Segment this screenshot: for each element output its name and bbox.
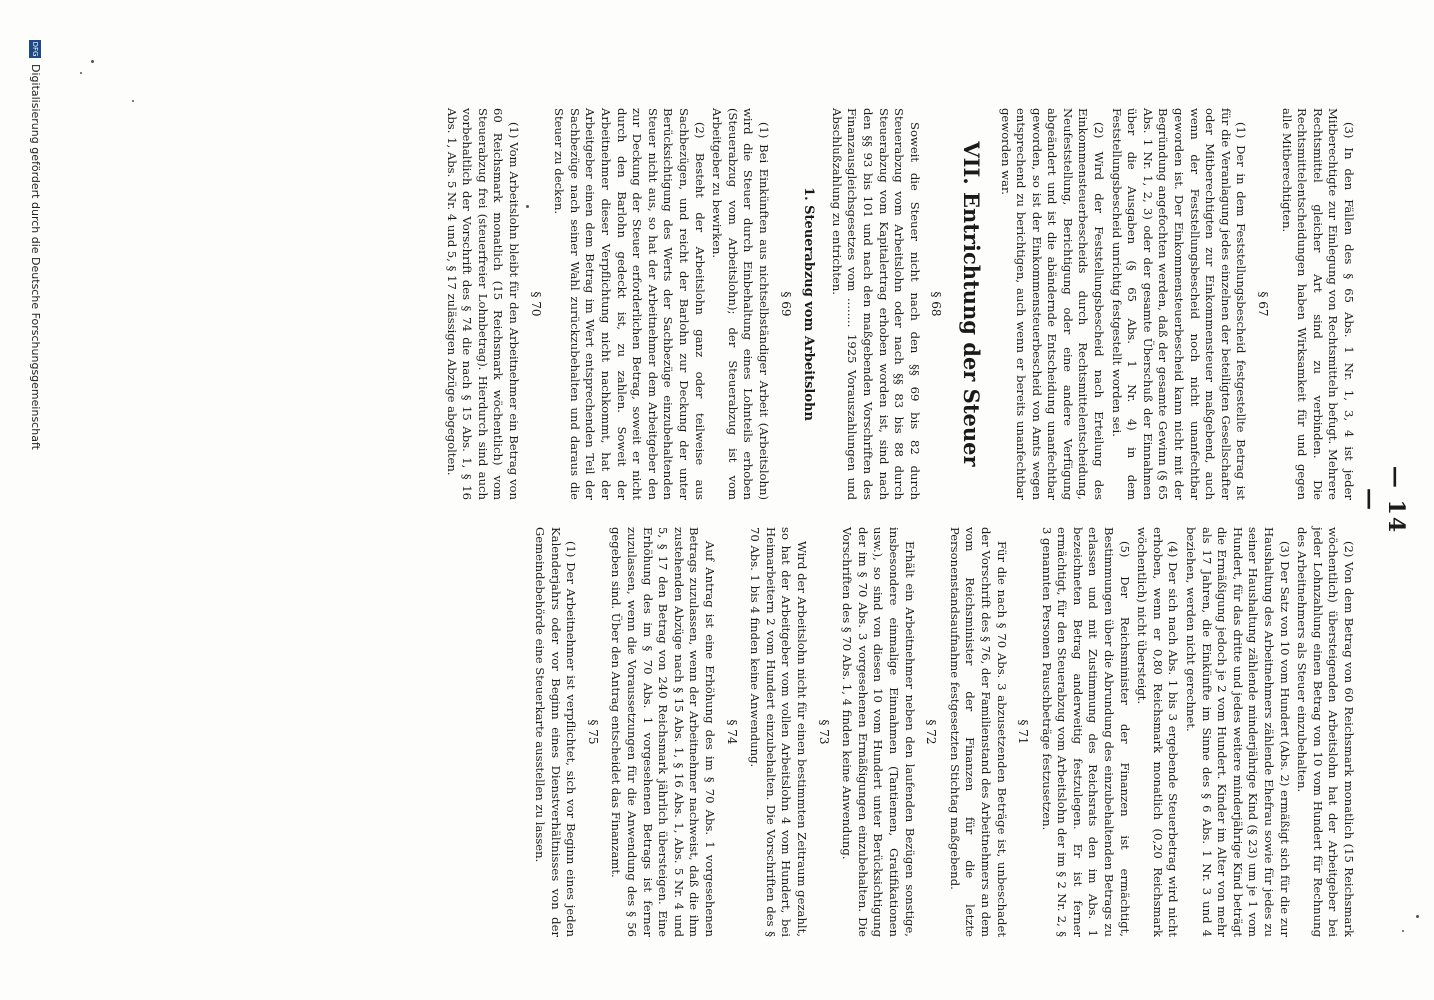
credit-text: Digitalisierung gefördert durch die Deutsche Forschungsgemeinschaft <box>29 64 42 450</box>
paragraph: (3) In den Fällen des § 65 Abs. 1 Nr. 1, 3, 4 ist jeder Mitberechtigte zur Einlegung von Rechtsmitteln befugt. Mehrere Rechtsmittel gleicher Art sind zu verbinden. Die Rechtsmittelentscheidungen haben Wirksamkeit für und gegen alle Mitberechtigten. <box>1279 108 1356 500</box>
paragraph: (1) Der Arbeitnehmer ist verpflichtet, sich vor Beginn eines jeden Kalenderjahrs oder vor Beginn eines Dienstverhältnisses von der Gemeindebehörde eine Steuerkarte ausstellen zu lassen. <box>533 527 579 937</box>
paragraph: (5) Der Reichsminister der Finanzen ist ermächtigt, Bestimmungen über die Abrundung des einzubehaltenden Betrags zu erlassen und mit Zustimmung des Reichsrats den im Abs. 1 bezeichneten Betrag anderweitig festzulegen. Er ist ferner ermächtigt, für den Steuerabzug vom Arbeitslohn der im § 2 Nr. 2, § 3 genannten Personen Pauschbeträge festzusetzen. <box>1039 527 1132 937</box>
dfg-logo-icon: DFG <box>31 41 39 57</box>
section-heading: § 72 <box>924 719 939 745</box>
paragraph: (1) Der in dem Feststellungsbescheid festgestellte Betrag ist für die Veranlagung jedes einzelnen der beteiligten Gesellschafter oder Mitberechtigten zur Einkommensteuer maßgebend, auch wenn der Feststellungsbescheid noch nicht unanfechtbar geworden ist. Der Einkommensteuerbescheid kann nicht mit der Begründung angefochten werden, daß der gesamte Gewinn (§ 65 Abs. 1 Nr. 1, 2, 3) oder der gesamte Überschuß der Einnahmen über die Ausgaben (§ 65 Abs. 1 Nr. 4) in dem Feststellungsbescheid unrichtig festgestellt worden sei. <box>1109 108 1249 500</box>
scan-speck <box>1416 915 1419 918</box>
paragraph: Wird der Arbeitslohn nicht für einen bestimmten Zeitraum gezahlt, so hat der Arbeitgeber vom vollen Arbeitslohn 4 vom Hundert, bei Heimarbeitern 2 vom Hundert einzubehalten. Die Vorschriften des § 70 Abs. 1 bis 4 finden keine Anwendung. <box>748 527 809 937</box>
section-heading: § 67 <box>1256 291 1271 317</box>
subchapter-title: 1. Steuerabzug vom Arbeitslohn <box>801 187 817 421</box>
paragraph: (1) Vom Arbeitslohn bleibt für den Arbeitnehmer ein Betrag von 60 Reichsmark monatlich (15 Reichsmark wöchentlich) vom Steuerabzug frei (steuerfreier Lohnbetrag). Hierdurch sind auch vorbehaltlich der Vorschrift des § 74 die nach § 15 Abs. 1, § 16 Abs. 1, Abs. 5 Nr. 4 und 5, § 17 zulässigen Abzüge abgegolten. <box>444 108 522 500</box>
paragraph: (2) Wird der Feststellungsbescheid nach Erteilung des Einkommensteuerbescheids durch Rechtsmittelentscheidung, Neufeststellung, Berichtigung oder eine andere Verfügung abgeändert und ist die abändernde Entscheidung unanfechtbar geworden, so ist der Einkommensteuerbescheid von Amts wegen entsprechend zu berichtigen, auch wenn er bereits unanfechtbar geworden war. <box>998 108 1107 500</box>
section-heading: § 70 <box>528 291 543 317</box>
paragraph: Für die nach § 70 Abs. 3 abzusetzenden Beträge ist, unbeschadet der Vorschrift des § 76, der Familienstand des Arbeitnehmers an dem vom Reichsminister der Finanzen für die letzte Personenstandsaufnahme festgesetzten Stichtag maßgebend. <box>947 527 1009 937</box>
paragraph: (1) Bei Einkünften aus nichtselbständiger Arbeit (Arbeitslohn) wird die Steuer durch Einbehaltung eines Lohnteils erhoben (Steuerabzug vom Arbeitslohn); der Steuerabzug ist vom Arbeitgeber zu bewirken. <box>710 108 771 500</box>
chapter-title: VII. Entrichtung der Steuer <box>958 141 984 467</box>
paragraph: (2) Besteht der Arbeitslohn ganz oder teilweise aus Sachbezügen, und reicht der Barlohn zur Deckung der unter Berücksichtigung des Werts der Sachbezüge einzubehaltenden Steuer nicht aus, so hat der Arbeitnehmer dem Arbeitgeber den zur Deckung der Steuer erforderlichen Betrag, soweit er nicht durch den Barlohn gedeckt ist, zu zahlen. Soweit der Arbeitnehmer dieser Verpflichtung nicht nachkommt, hat der Arbeitgeber einen dem Betrag im Wert entsprechenden Teil der Sachbezüge nach seiner Wahl zurückzubehalten und daraus die Steuer zu decken. <box>552 108 707 500</box>
page-number: — 14 — <box>1357 465 1409 535</box>
section-heading: § 74 <box>724 719 739 745</box>
section-heading: § 71 <box>1016 719 1031 745</box>
scan-speck <box>1402 930 1404 932</box>
paragraph: Erhält ein Arbeitnehmer neben den laufenden Bezügen sonstige, insbesondere einmalige Einnahmen (Tantiemen, Gratifikationen usw.), so sind von diesen 10 vom Hundert unter Berücksichtigung der im § 70 Abs. 3 vorgesehenen Ermäßigungen einzubehalten. Die Vorschriften des § 70 Abs. 1, 4 finden keine Anwendung. <box>840 527 917 937</box>
section-heading: § 68 <box>929 291 944 317</box>
scan-speck <box>526 205 529 208</box>
scan-speck <box>80 72 82 74</box>
digitization-credit <box>29 40 42 1000</box>
left-column <box>441 108 1356 500</box>
section-heading: § 75 <box>585 719 600 745</box>
paragraph: (3) Der Satz von 10 vom Hundert (Abs. 2) ermäßigt sich für die zur Haushaltung des Arbeitnehmers zählende Ehefrau sowie für jedes zu seiner Haushaltung zählende minderjährige Kind (§ 23) um je 1 vom Hundert, für das dritte und jedes weitere minderjährige Kind beträgt die Ermäßigung jedoch je 2 vom Hundert. Kinder im Alter von mehr als 17 Jahren, die Einkünfte im Sinne des § 6 Abs. 1 Nr. 3 und 4 beziehen, werden nicht gerechnet. <box>1184 527 1292 937</box>
section-heading: § 69 <box>778 291 793 317</box>
scan-speck <box>132 100 134 102</box>
right-column <box>530 527 1357 937</box>
section-heading: § 73 <box>816 719 831 745</box>
paragraph: Soweit die Steuer nicht nach den §§ 69 bis 82 durch Steuerabzug vom Arbeitslohn oder nach §§ 83 bis 88 durch Steuerabzug vom Kapitalertrag erhoben worden ist, sind nach den §§ 93 bis 101 und nach den maßgebenden Vorschriften des Finanzausgleichsgesetzes vom ........ 1925 Vorauszahlungen und Abschlußzahlung zu entrichten. <box>829 108 922 500</box>
paragraph: (2) Von dem Betrag von 60 Reichsmark monatlich (15 Reichsmark wöchentlich) übersteigenden Arbeitslohn hat der Arbeitgeber bei jeder Lohnzahlung einen Betrag von 10 vom Hundert für Rechnung des Arbeitnehmers als Steuer einzubehalten. <box>1295 527 1356 937</box>
paragraph: Auf Antrag ist eine Erhöhung des im § 70 Abs. 1 vorgesehenen Betrags zuzulassen, wenn der Arbeitnehmer nachweist, daß die ihm zustehenden Abzüge nach § 15 Abs. 1, § 16 Abs. 1, Abs. 5 Nr. 4 und 5, § 17 den Betrag von 240 Reichsmark jährlich übersteigen. Eine Erhöhung des im § 70 Abs. 1 vorgesehenen Betrags ist ferner zuzulassen, wenn die Voraussetzungen für die Anwendung des § 56 gegeben sind. Über den Antrag entscheidet das Finanzamt. <box>609 527 718 937</box>
paragraph: (4) Der sich nach Abs. 1 bis 3 ergebende Steuerbetrag wird nicht erhoben, wenn er 0,80 Reichsmark monatlich (0,20 Reichsmark wöchentlich) nicht übersteigt. <box>1135 527 1181 937</box>
scan-speck <box>91 60 94 63</box>
